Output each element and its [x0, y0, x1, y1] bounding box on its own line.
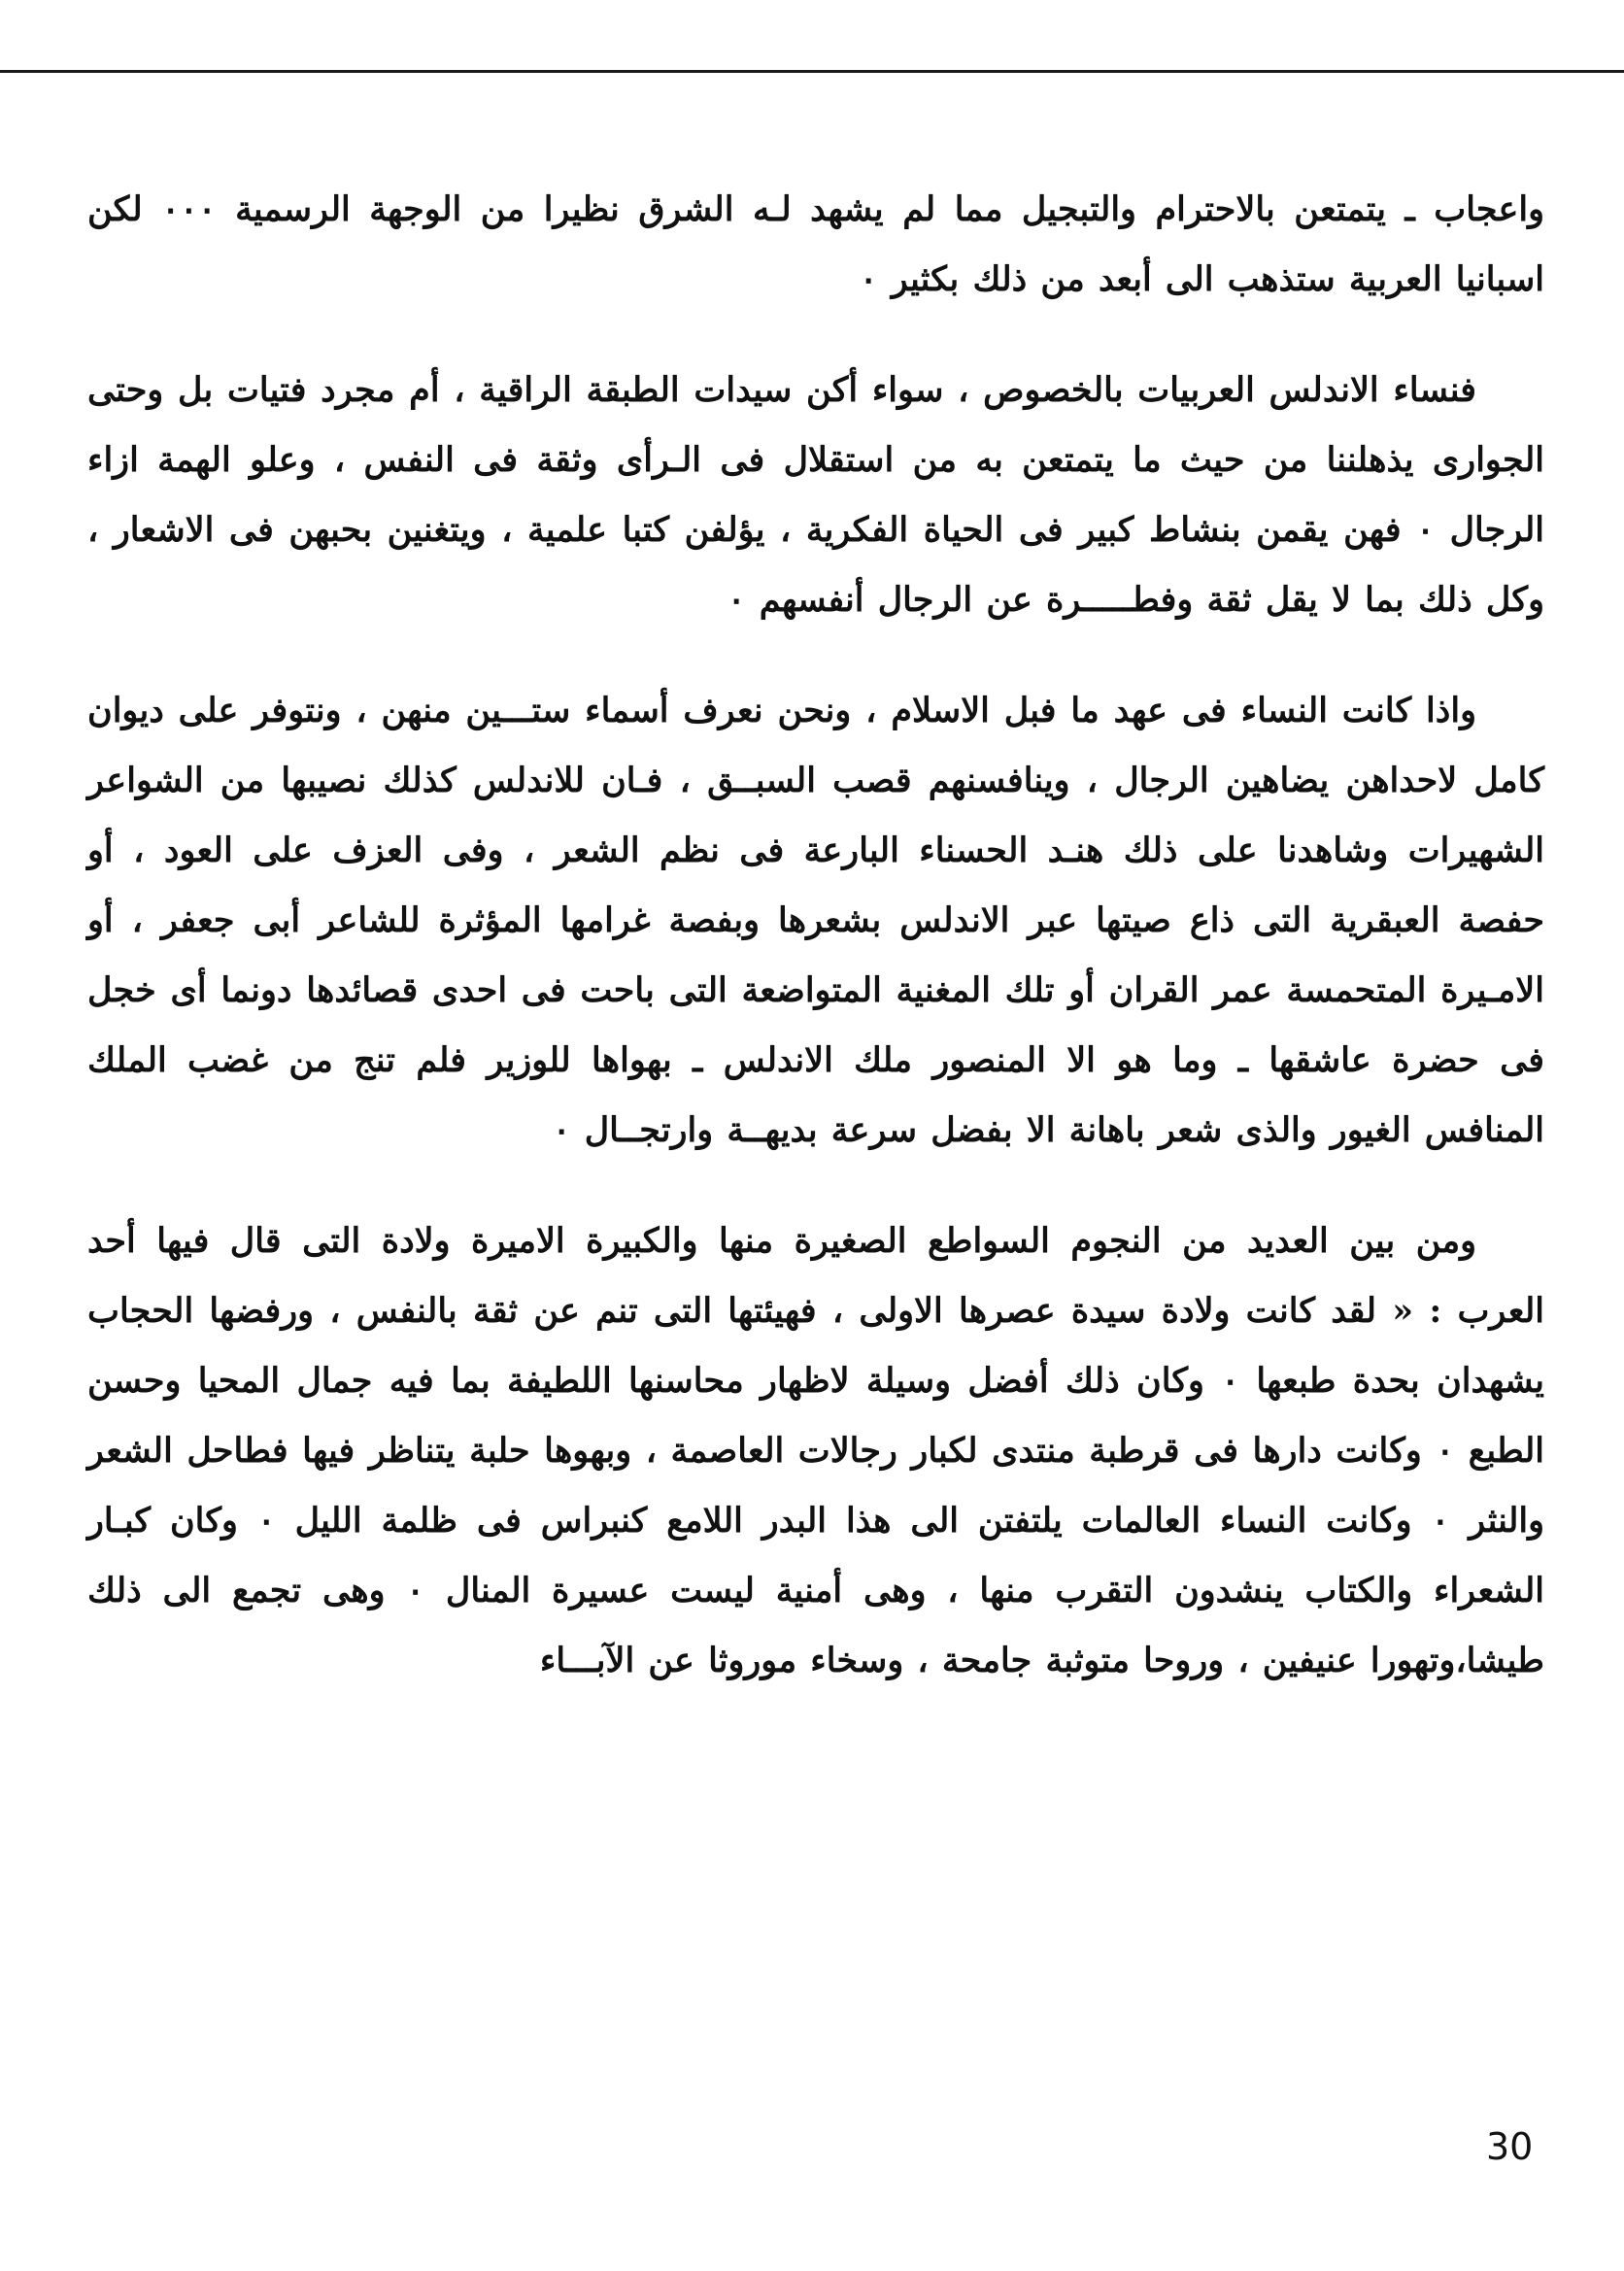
paragraph-2: فنساء الاندلس العربيات بالخصوص ، سواء أكن سيدات الطبقة الراقية ، أم مجرد فتيات بل وحتى الجوارى يذهلننا من حيث ما يتمتعن به من استقلال فى الـرأى وثقة فى النفس ، وعلو الهمة ازاء الرجال ٠ فهن يقمن بنشاط كبير فى الحياة الفكرية ، يؤلفن كتبا علمية ، ويتغنين بحبهن فى الاشعار ، وكل ذلك بما لا يقل ثقة وفطـــــرة عن الرجال أنفسهم ٠	[87, 370, 1544, 620]
paragraph-4: ومن بين العديد من النجوم السواطع الصغيرة منها والكبيرة الاميرة ولادة التى قال فيها أحد العرب : « لقد كانت ولادة سيدة عصرها الاولى ، فهيئتها التى تنم عن ثقة بالنفس ، ورفضها الحجاب يشهدان بحدة طبعها ٠ وكان ذلك أفضل وسيلة لاظهار محاسنها اللطيفة بما فيه جمال المحيا وحسن الطبع ٠ وكانت دارها فى قرطبة منتدى لكبار رجالات العاصمة ، وبهوها حلبة يتناظر فيها فطاحل الشعر والنثر ٠ وكانت النساء العالمات يلتفتن الى هذا البدر اللامع كنبراس فى ظلمة الليل ٠ وكان كبـار الشعراء والكتاب ينشدون التقرب منها ، وهى أمنية ليست عسيرة المنال ٠ وهى تجمع الى ذلك طيشا،وتهورا عنيفين ، وروحا متوثبة جامحة ، وسخاء موروثا عن الآبـــاء	[87, 1221, 1545, 1680]
page-number: 30	[1486, 2125, 1534, 2168]
paragraph-1: واعجاب ـ يتمتعن بالاحترام والتبجيل مما لم يشهد لـه الشرق نظيرا من الوجهة الرسمية ٠٠٠ لكن اسبانيا العربية ستذهب الى أبعد من ذلك بكثير ٠	[87, 189, 1544, 299]
top-rule	[0, 70, 1624, 73]
paragraph-3: واذا كانت النساء فى عهد ما فبل الاسلام ، ونحن نعرف أسماء ستـــين منهن ، ونتوفر على ديوان كامل لاحداهن يضاهين الرجال ، وينافسنهم قصب السبــق ، فـان للاندلس كذلك نصيبها من الشواعر الشهيرات وشاهدنا على ذلك هنـد الحسناء البارعة فى نظم الشعر ، وفى العزف على العود ، أو حفصة العبقرية التى ذاع صيتها عبر الاندلس بشعرها وبفصة غرامها المؤثرة للشاعر أبى جعفر ، أو الامـيرة المتحمسة عمر القران أو تلك المغنية المتواضعة التى باحت فى احدى قصائدها دونما أى خجل فى حضرة عاشقها ـ وما هو الا المنصور ملك الاندلس ـ بهواها للوزير فلم تنج من غضب الملك المنافس الغيور والذى شعر باهانة الا بفضل سرعة بديهــة وارتجــال ٠	[87, 691, 1544, 1150]
page-body	[87, 175, 1544, 1696]
